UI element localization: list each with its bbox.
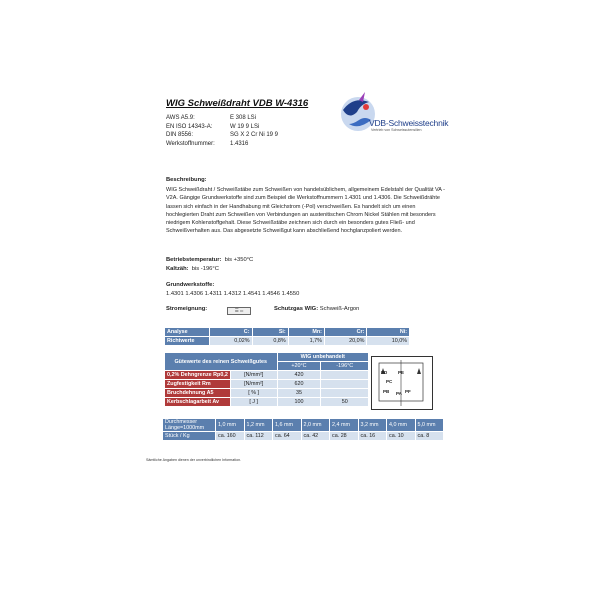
logo-tagline: Vertrieb von Schweissutensilien	[371, 128, 422, 132]
description-heading: Beschreibung:	[166, 177, 207, 183]
operating-temp-label: Betriebstemperatur:	[166, 257, 222, 263]
position-label: PD	[381, 370, 388, 375]
table-cell: 10,0%	[367, 337, 410, 346]
table-cell: 0,2% Dehngrenze Rp0,2	[165, 371, 231, 380]
table-row	[163, 419, 444, 432]
table-header: -196°C	[321, 362, 369, 371]
table-cell: 5,0 mm	[415, 419, 444, 432]
table-cell: [N/mm²]	[230, 380, 277, 389]
cold-temp	[166, 266, 219, 272]
footnote: Sämtliche Angaben dienen der unverbindlichen Information.	[146, 458, 242, 462]
table-cell: 2,0 mm	[301, 419, 330, 432]
table-cell: 0,8%	[252, 337, 288, 346]
base-materials-values: 1.4301 1.4306 1.4311 1.4312 1.4541 1.4546 1.4550	[166, 291, 300, 297]
position-label: PF	[405, 389, 411, 394]
table-cell	[321, 380, 369, 389]
table-cell: 100	[277, 398, 321, 407]
table-cell: Mn:	[288, 328, 324, 337]
table-cell: 35	[277, 389, 321, 398]
table-cell: Kerbschlagarbeit Av	[165, 398, 231, 407]
table-header: Stück / Kg	[163, 432, 216, 441]
table-cell: [ J ]	[230, 398, 277, 407]
operating-temp	[166, 257, 253, 263]
gas-label: Schutzgas WIG:	[274, 306, 319, 312]
analysis-table	[164, 327, 410, 346]
table-header: Gütewerte des reinen Schweißgutes	[165, 353, 278, 371]
position-label: PC	[386, 379, 393, 384]
table-cell: Cr:	[324, 328, 367, 337]
welding-positions-arrows	[371, 356, 433, 410]
table-row	[165, 398, 369, 407]
table-header: WIG unbehandelt	[277, 353, 369, 362]
cold-temp-label: Kaltzäh:	[166, 266, 189, 272]
spec-key: AWS A5.9:	[166, 115, 195, 121]
table-cell: ca. 16	[358, 432, 387, 441]
spec-key: Werkstoffnummer:	[166, 140, 215, 147]
spec-value: 1.4316	[230, 140, 249, 147]
spec-key: EN ISO 14343-A:	[166, 123, 213, 130]
table-cell: 0,02%	[210, 337, 253, 346]
table-row	[165, 380, 369, 389]
sizes-table	[162, 418, 444, 441]
spec-key: DIN 8556:	[166, 132, 194, 139]
table-row	[165, 328, 410, 337]
mechanical-table	[164, 352, 369, 407]
table-cell: [N/mm²]	[230, 371, 277, 380]
table-cell: Zugfestigkeit Rm	[165, 380, 231, 389]
table-cell: 1,6 mm	[273, 419, 302, 432]
base-materials-label: Grundwerkstoffe:	[166, 282, 215, 288]
description-text: WIG Schweißdraht / Schweißstäbe zum Schweißen von handelsüblichem, allgemeinem Edelstahl der Qualität VA - V2A. Gängige Grundwerkstoffe sind zum Beispiel die Werkstoffnummern 1.4301 und 1.4306. Die Schweißdrähte lassen sich einfach in der Handhabung mit Gleichstrom (-Pol) verschweißen. Es handelt sich um einen hochlegierten Draht zum Schweißen von Verbindungen an austenitischen Chrom Nickel Stählen mit besonders niedrigem Kohlenstoffgehalt. Diese Schweißstäbe zeichnen sich durch ein besonders gutes Fließ- und Schweißverhalten aus. Das abgesetzte Schweißgut kann abschließend hochglanzpoliert werden.	[166, 187, 445, 235]
table-cell: 20,0%	[324, 337, 367, 346]
table-row	[165, 371, 369, 380]
table-cell: Si:	[252, 328, 288, 337]
spec-row	[166, 123, 259, 132]
table-row	[165, 353, 369, 362]
table-cell: Richtwerte	[165, 337, 210, 346]
table-cell: 620	[277, 380, 321, 389]
table-cell: 50	[321, 398, 369, 407]
shielding-gas	[274, 306, 359, 312]
table-header: +20°C	[277, 362, 321, 371]
spec-row	[166, 140, 248, 149]
table-cell: 1,7%	[288, 337, 324, 346]
position-label: PE	[398, 370, 405, 375]
spec-value: E 308 LSi	[230, 115, 257, 121]
table-cell: 1,0 mm	[216, 419, 245, 432]
table-cell: ca. 112	[244, 432, 273, 441]
gas-value: Schweiß-Argon	[319, 306, 360, 312]
current-type-icon: ☰ ═	[227, 307, 251, 315]
table-cell: 4,0 mm	[387, 419, 416, 432]
table-cell: ca. 8	[415, 432, 444, 441]
position-label: PB	[383, 389, 390, 394]
table-cell: 3,2 mm	[358, 419, 387, 432]
table-cell: Ni:	[367, 328, 410, 337]
logo-name: VDB-Schweisstechnik	[369, 118, 449, 128]
current-label: Stromeignung:	[166, 306, 208, 312]
table-header: Durchmesser Länge=1000mm	[163, 419, 216, 432]
table-cell: ca. 10	[387, 432, 416, 441]
table-cell: ca. 160	[216, 432, 245, 441]
table-cell: ca. 64	[273, 432, 302, 441]
table-row	[165, 389, 369, 398]
cold-temp-value: bis -196°C	[191, 266, 219, 272]
table-row	[165, 337, 410, 346]
position-label: PA	[396, 391, 402, 396]
spec-row	[166, 114, 256, 123]
table-cell: ca. 42	[301, 432, 330, 441]
table-row	[163, 432, 444, 441]
table-cell: 2,4 mm	[330, 419, 359, 432]
table-cell: Bruchdehnung A5	[165, 389, 231, 398]
table-cell	[321, 371, 369, 380]
table-cell: 420	[277, 371, 321, 380]
page-title: WIG Schweißdraht VDB W-4316	[166, 98, 309, 109]
table-cell: [ % ]	[230, 389, 277, 398]
spec-row	[166, 131, 278, 140]
table-cell: C:	[210, 328, 253, 337]
table-cell: ca. 28	[330, 432, 359, 441]
table-cell: 1,2 mm	[244, 419, 273, 432]
spec-value: SG X 2 Cr Ni 19 9	[230, 132, 279, 139]
table-cell: Analyse	[165, 328, 210, 337]
table-cell	[321, 389, 369, 398]
spec-value: W 19 9 LSi	[230, 123, 260, 130]
operating-temp-value: bis +350°C	[224, 257, 254, 263]
